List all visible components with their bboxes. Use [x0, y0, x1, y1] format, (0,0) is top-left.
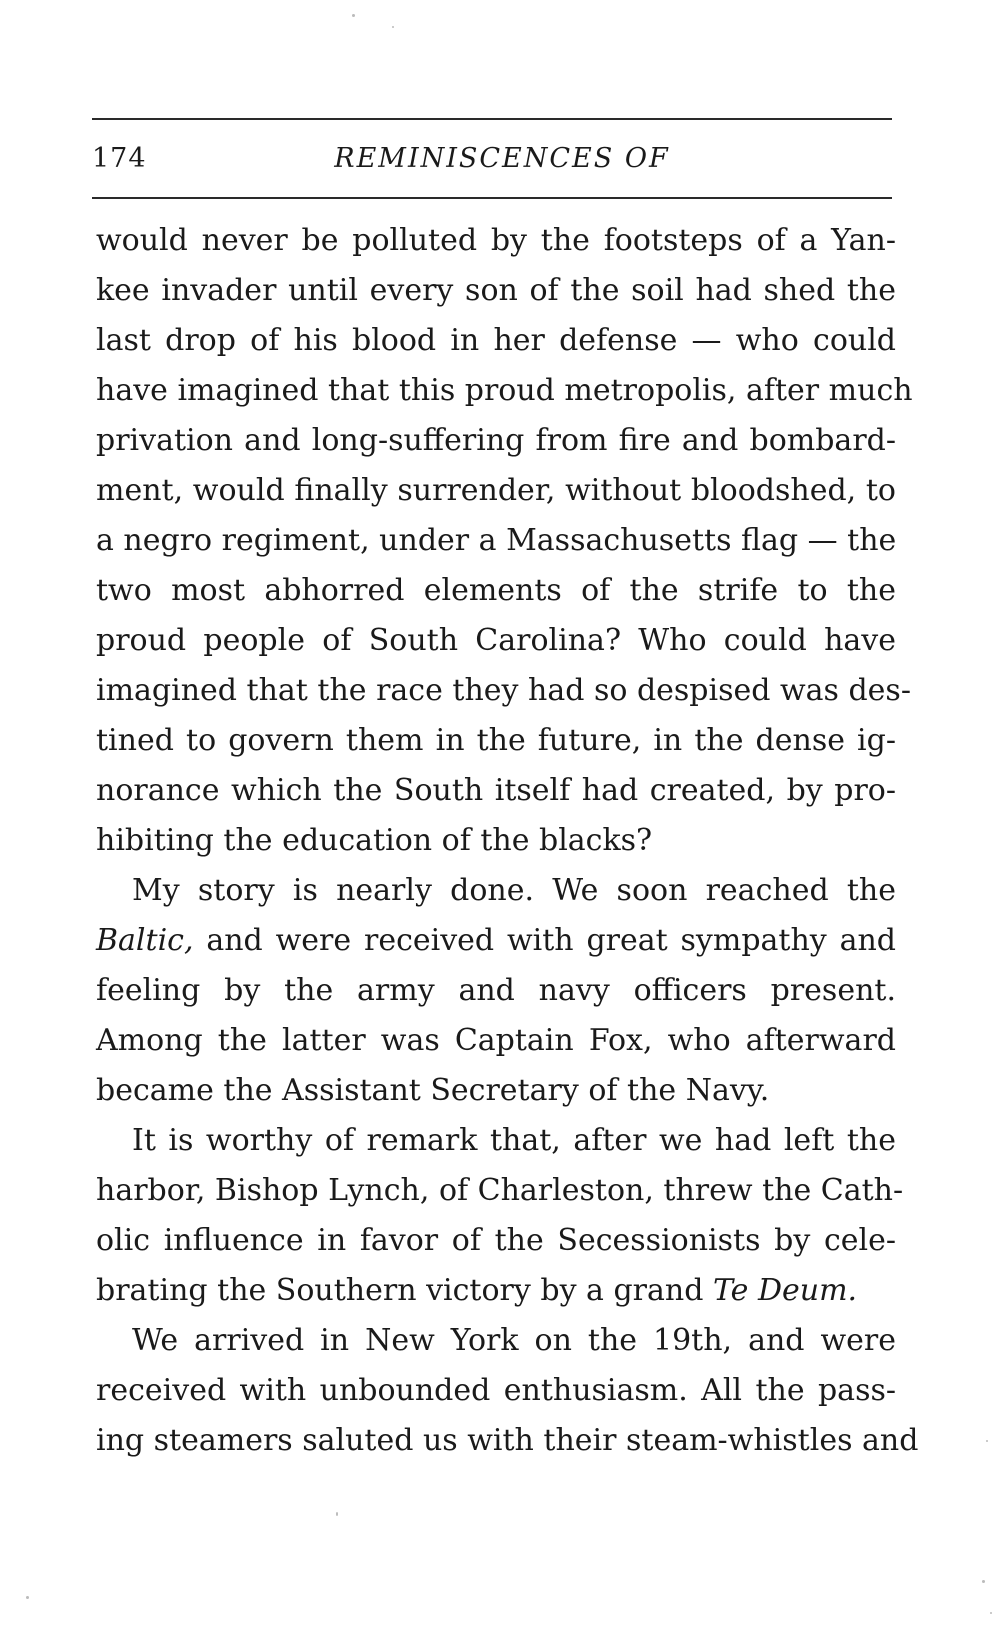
text-line: proud people of South Carolina? Who could have [96, 623, 896, 658]
scan-speck [26, 1596, 29, 1599]
paragraph-2 [96, 866, 896, 1116]
header-bottom-rule [92, 197, 892, 199]
text-line: feeling by the army and navy officers present. [96, 973, 896, 1008]
text-line: two most abhorred elements of the strife to the [96, 573, 896, 608]
text-fragment: brating the Southern victory by a grand [96, 1273, 713, 1308]
paragraph-1 [96, 216, 913, 866]
paragraph-3 [96, 1116, 904, 1316]
scan-speck [352, 14, 355, 17]
text-line: imagined that the race they had so despised was des- [96, 673, 911, 708]
text-line: We arrived in New York on the 19th, and were [132, 1323, 896, 1358]
text-line: Among the latter was Captain Fox, who afterward [96, 1023, 896, 1058]
page-number: 174 [92, 143, 147, 174]
running-title: REMINISCENCES OF [334, 143, 670, 174]
text-line: have imagined that this proud metropolis, after much [96, 373, 913, 408]
header-top-rule [92, 118, 892, 120]
text-line-with-ship-name [96, 916, 896, 966]
running-head [92, 136, 892, 182]
text-line: norance which the South itself had created, by pro- [96, 773, 896, 808]
text-line: ment, would finally surrender, without bloodshed, to [96, 473, 896, 508]
text-line: would never be polluted by the footsteps of a Yan- [96, 223, 896, 258]
text-line: hibiting the education of the blacks? [96, 823, 653, 858]
text-line: harbor, Bishop Lynch, of Charleston, threw the Cath- [96, 1173, 904, 1208]
text-line: kee invader until every son of the soil had shed the [96, 273, 896, 308]
scan-speck [392, 26, 394, 28]
text-line: privation and long-suffering from fire and bombard- [96, 423, 896, 458]
text-line: tined to govern them in the future, in the dense ig- [96, 723, 896, 758]
scan-speck [986, 1440, 988, 1442]
text-line: a negro regiment, under a Massachusetts flag — the [96, 523, 897, 558]
body-text [96, 216, 919, 1466]
text-line: olic influence in favor of the Secessionists by cele- [96, 1223, 896, 1258]
te-deum-italic: Te Deum. [712, 1273, 858, 1308]
scan-speck [982, 1580, 985, 1583]
text-line: It is worthy of remark that, after we had left the [132, 1123, 896, 1158]
text-line: ing steamers saluted us with their steam-whistles and [96, 1423, 919, 1458]
text-line: became the Assistant Secretary of the Navy. [96, 1073, 770, 1108]
paragraph-4 [96, 1316, 919, 1466]
text-line: last drop of his blood in her defense — who could [96, 323, 896, 358]
ship-name-italic: Baltic, [96, 923, 194, 958]
scan-speck [990, 1612, 992, 1614]
text-line: received with unbounded enthusiasm. All the pass- [96, 1373, 896, 1408]
text-fragment: and were received with great sympathy and [193, 923, 896, 958]
scan-speck [336, 1512, 338, 1516]
text-line-with-te-deum [96, 1266, 896, 1316]
text-line: My story is nearly done. We soon reached the [132, 873, 896, 908]
